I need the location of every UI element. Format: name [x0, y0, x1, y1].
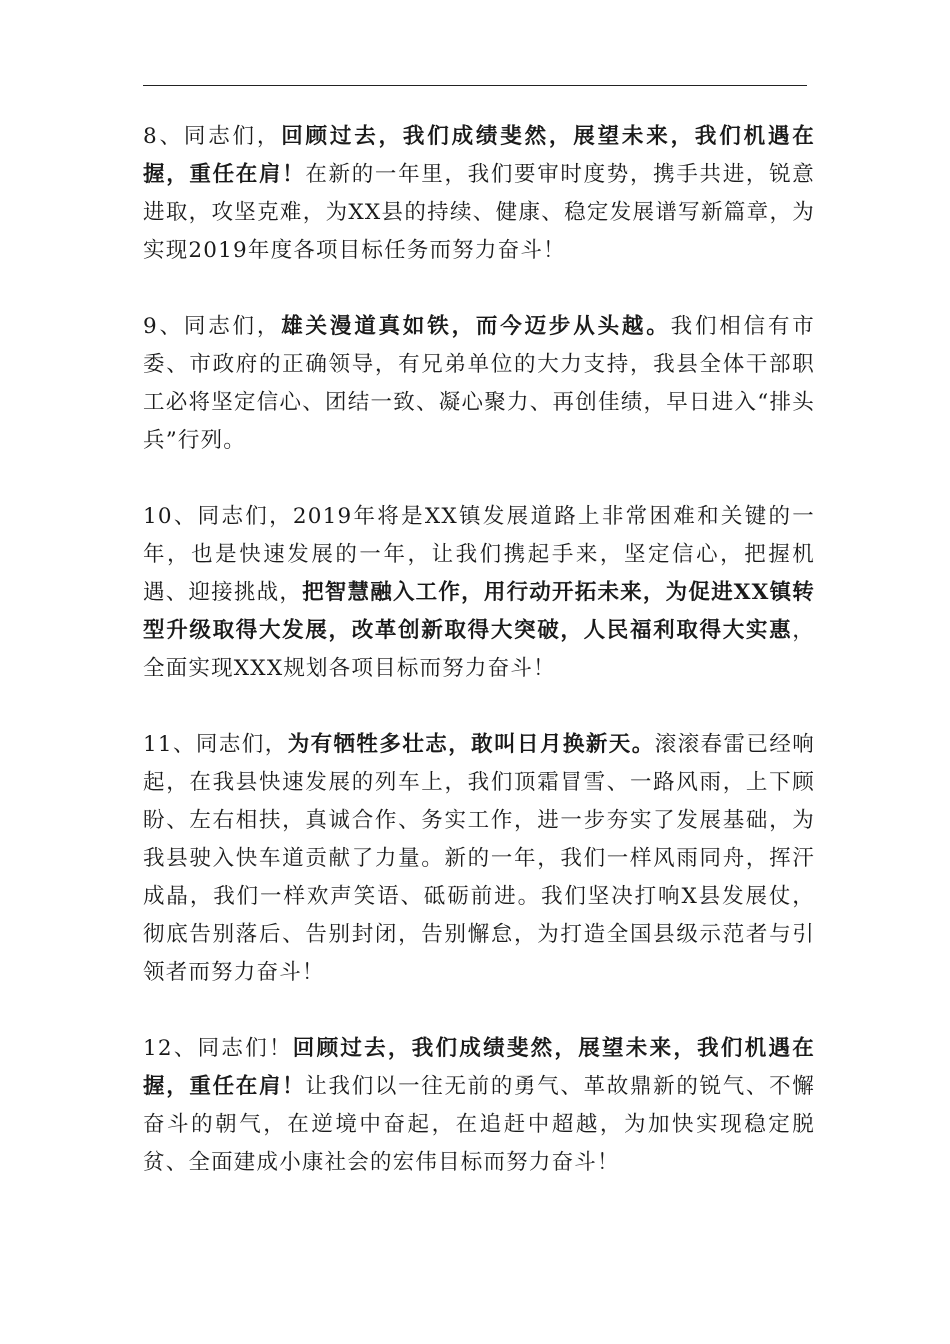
paragraph-10-segment: 10、同志们，2019年将是XX镇发展道路上非常困难和关键的一年，也是快速发展的一年，让我们携起手来，坚定信心，把握机遇、迎接挑战，	[143, 504, 815, 605]
paragraph-10-bold-segment: 把智慧融入工作，用行动开拓未来，为促进XX镇转型升级取得大发展，改革创新取得大突破，人民福利取得大实惠	[143, 580, 815, 643]
paragraph-11-segment: 滚滚春雷已经响起，在我县快速发展的列车上，我们顶霜冒雪、一路风雨，上下顾盼、左右相扶，真诚合作、务实工作，进一步夯实了发展基础，为我县驶入快车道贡献了力量。新的一年，我们一样风雨同舟，挥汗成晶，我们一样欢声笑语、砥砺前进。我们坚决打响X县发展仗，彻底告别落后、告别封闭，告别懈怠，为打造全国县级示范者与引领者而努力奋斗！	[143, 732, 816, 985]
paragraph-8	[143, 118, 815, 270]
paragraph-12-segment: 让我们以一往无前的勇气、革故鼎新的锐气、不懈奋斗的朝气，在逆境中奋起，在追赶中超越，为加快实现稳定脱贫、全面建成小康社会的宏伟目标而努力奋斗！	[143, 1074, 815, 1175]
document-body	[143, 118, 815, 1220]
paragraph-8-segment: 在新的一年里，我们要审时度势，携手共进，锐意进取，攻坚克难，为XX县的持续、健康、稳定发展谱写新篇章，为实现2019年度各项目标任务而努力奋斗！	[143, 162, 815, 263]
paragraph-10-segment: ，全面实现XXX规划各项目标而努力奋斗！	[143, 618, 815, 681]
paragraph-9-bold-segment: 雄关漫道真如铁，而今迈步从头越。	[281, 314, 671, 339]
header-rule	[143, 85, 807, 86]
paragraph-9-segment: 9、同志们，	[143, 314, 282, 339]
paragraph-9	[143, 308, 815, 460]
paragraph-11-bold-segment: 为有牺牲多壮志，敢叫日月换新天。	[287, 732, 655, 757]
paragraph-12	[143, 1030, 815, 1182]
paragraph-8-bold-segment: 回顾过去，我们成绩斐然，展望未来，我们机遇在握，重任在肩！	[143, 124, 815, 187]
paragraph-11-segment: 11、同志们，	[143, 732, 288, 757]
paragraph-9-segment: 我们相信有市委、市政府的正确领导，有兄弟单位的大力支持，我县全体干部职工必将坚定信心、团结一致、凝心聚力、再创佳绩，早日进入“排头兵”行列。	[143, 314, 815, 453]
paragraph-8-segment: 8、同志们，	[143, 124, 282, 149]
paragraph-11	[143, 726, 815, 992]
paragraph-10	[143, 498, 815, 688]
paragraph-12-segment: 12、同志们！	[143, 1036, 293, 1061]
paragraph-12-bold-segment: 回顾过去，我们成绩斐然，展望未来，我们机遇在握，重任在肩！	[143, 1036, 815, 1099]
